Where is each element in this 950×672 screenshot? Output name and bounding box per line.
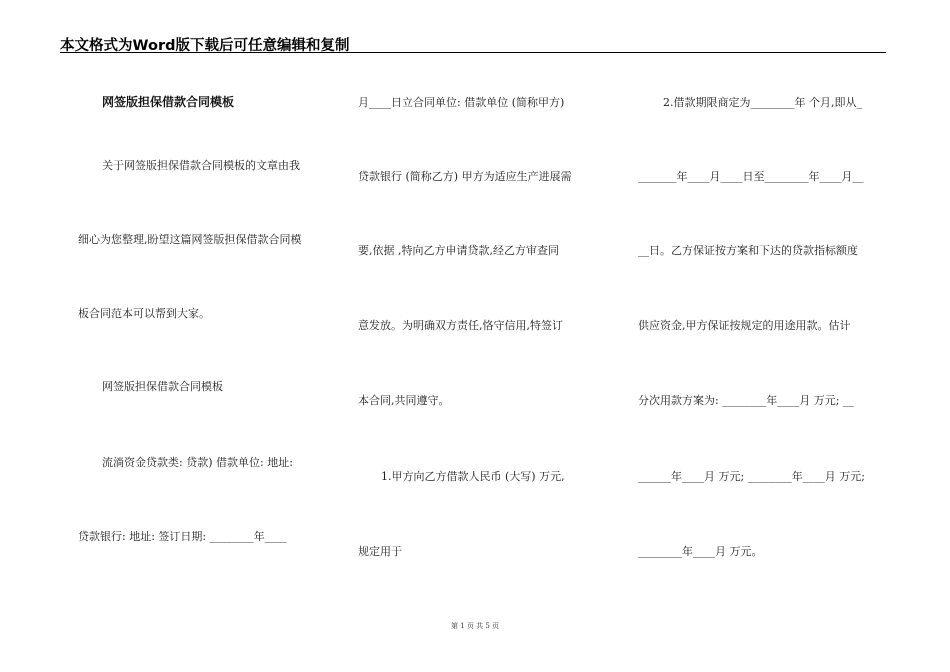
page-number: 第 1 页 共 5 页 bbox=[450, 622, 500, 630]
paragraph-line: 规定用于 bbox=[358, 545, 402, 558]
document-title: 网签版担保借款合同模板 bbox=[102, 95, 235, 109]
paragraph-line: 月____日立合同单位: 借款单位 (简称甲方) bbox=[358, 96, 565, 109]
paragraph-line: 本合同,共同遵守。 bbox=[358, 394, 450, 407]
paragraph-line: 分次用款方案为: ________年____月 万元; __ bbox=[638, 394, 854, 407]
paragraph-line: 1.甲方向乙方借款人民币 (大写) 万元, bbox=[381, 470, 565, 483]
paragraph-line: 关于网签版担保借款合同模板的文章由我 bbox=[102, 159, 300, 172]
paragraph-line: ________年____月 万元。 bbox=[638, 545, 763, 558]
paragraph-line: 网签版担保借款合同模板 bbox=[102, 380, 223, 393]
paragraph-line: 意发放。为明确双方责任,恪守信用,特签订 bbox=[358, 319, 563, 332]
paragraph-line: 贷款银行 (简称乙方) 甲方为适应生产进展需 bbox=[358, 170, 572, 183]
paragraph-line: 板合同范本可以帮到大家。 bbox=[78, 307, 210, 320]
paragraph-line: _______年____月____日至________年____月__ bbox=[638, 170, 864, 183]
paragraph-line: 流淌资金贷款类: 贷款) 借款单位: 地址: bbox=[102, 456, 293, 469]
paragraph-line: __日。乙方保证按方案和下达的贷款指标额度 bbox=[638, 244, 858, 257]
paragraph-line: ______年____月 万元; ________年____月 万元; bbox=[638, 470, 865, 483]
header-divider bbox=[60, 52, 886, 53]
paragraph-line: 2.借款期限商定为________年 个月,即从_ bbox=[663, 96, 862, 109]
paragraph-line: 细心为您整理,盼望这篇网签版担保借款合同模 bbox=[78, 233, 302, 246]
paragraph-line: 要,依据 ,特向乙方申请贷款,经乙方审查同 bbox=[358, 244, 559, 257]
paragraph-line: 供应资金,甲方保证按规定的用途用款。估计 bbox=[638, 319, 851, 332]
paragraph-line: 贷款银行: 地址: 签订日期: ________年____ bbox=[78, 530, 287, 543]
document-header: 本文格式为Word版下载后可任意编辑和复制 bbox=[60, 38, 350, 54]
